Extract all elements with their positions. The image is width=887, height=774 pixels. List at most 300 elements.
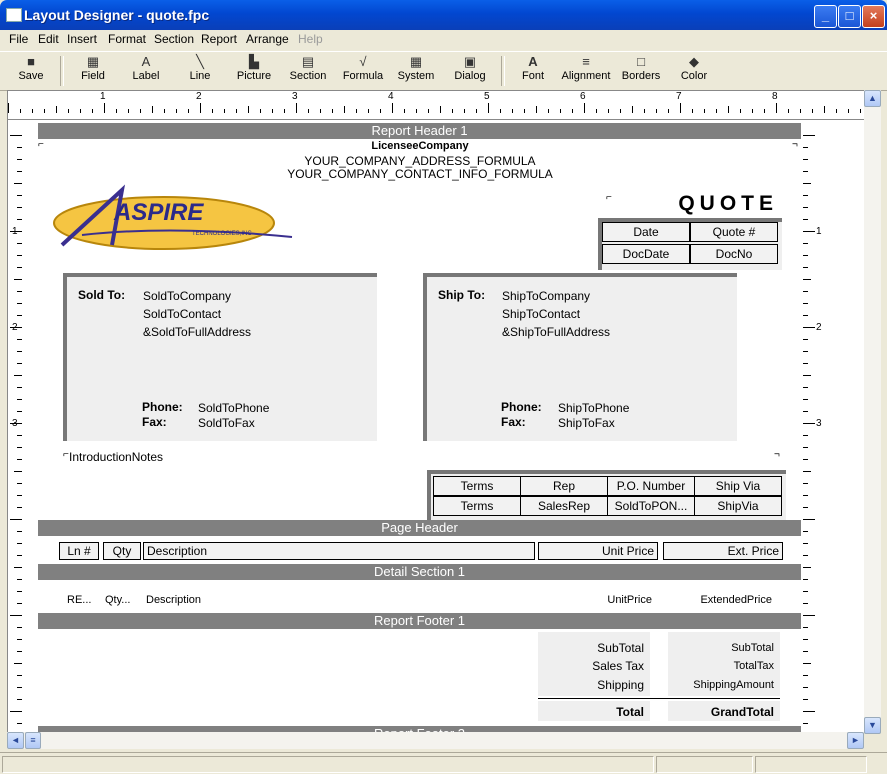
vruler-tick	[17, 687, 22, 688]
vruler-tick	[17, 339, 22, 340]
ruler-tick	[92, 109, 93, 113]
ruler-tick	[476, 109, 477, 113]
ruler-tick	[20, 109, 21, 113]
ruler-tick	[380, 109, 381, 113]
label-icon: A	[141, 54, 151, 69]
vruler-tick	[803, 471, 811, 472]
vruler-tick	[803, 519, 815, 520]
vruler-tick	[803, 171, 808, 172]
vruler-tick	[17, 495, 22, 496]
ruler-tick	[776, 103, 777, 113]
vruler-tick	[17, 315, 22, 316]
ruler-tick	[740, 109, 741, 113]
vruler-tick	[803, 327, 815, 328]
vruler-tick	[803, 675, 808, 676]
vruler-tick	[17, 159, 22, 160]
quote-number-label[interactable]: Quote #	[690, 222, 778, 242]
ruler-tick	[260, 109, 261, 113]
ruler-tick	[224, 109, 225, 113]
ruler-tick	[620, 109, 621, 113]
ruler-tick	[152, 106, 153, 113]
vruler-tick	[14, 663, 22, 664]
shipping-amount-field[interactable]: ShippingAmount	[693, 679, 774, 691]
vruler-tick	[17, 531, 22, 532]
toolbar	[0, 51, 887, 91]
vertical-scrollbar[interactable]	[864, 90, 881, 732]
ruler-tick	[452, 109, 453, 113]
logo-subtext: TECHNOLOGIES,INC	[192, 231, 252, 237]
ruler-number: 5	[484, 91, 490, 102]
paint-bucket-icon: ◆	[689, 54, 699, 69]
field-button[interactable]: ▦ Field	[81, 54, 105, 82]
ruler-tick	[692, 109, 693, 113]
ruler-number: 1	[100, 91, 106, 102]
ruler-tick	[176, 109, 177, 113]
status-panel	[755, 756, 867, 773]
vruler-tick	[803, 207, 808, 208]
ruler-tick	[536, 106, 537, 113]
ruler-tick	[812, 109, 813, 113]
company-logo[interactable]	[52, 185, 302, 255]
vruler-tick	[17, 207, 22, 208]
ruler-tick	[296, 103, 297, 113]
vruler-tick	[17, 171, 22, 172]
vruler-tick	[17, 723, 22, 724]
label-button[interactable]: A Label	[132, 54, 160, 82]
system-button[interactable]: ▦ System	[397, 54, 435, 82]
status-panel	[2, 756, 654, 773]
vruler-tick	[803, 267, 808, 268]
unit-price-header[interactable]: Unit Price	[538, 542, 658, 560]
company-contact-field[interactable]: YOUR_COMPANY_CONTACT_INFO_FORMULA	[287, 167, 553, 181]
vruler-tick	[803, 243, 808, 244]
menu-arrange[interactable]: Arrange	[246, 32, 289, 46]
ruler-number: 8	[772, 91, 778, 102]
vruler-tick	[17, 291, 22, 292]
vruler-tick	[803, 399, 808, 400]
doc-date-field[interactable]: DocDate	[602, 244, 690, 264]
system-icon: ▦	[409, 54, 423, 69]
formula-icon: √	[359, 54, 367, 69]
vruler-tick	[17, 147, 22, 148]
vruler-tick	[803, 291, 808, 292]
ruler-tick	[212, 109, 213, 113]
vruler-tick	[17, 591, 22, 592]
ruler-tick	[572, 109, 573, 113]
menu-insert[interactable]: Insert	[67, 32, 98, 46]
ruler-number: 6	[580, 91, 586, 102]
toolbar-separator	[501, 56, 505, 86]
alignment-button[interactable]: ≡ Alignment	[561, 54, 611, 82]
ruler-tick	[668, 109, 669, 113]
ruler-tick	[608, 109, 609, 113]
vruler-tick	[17, 243, 22, 244]
vruler-tick	[17, 447, 22, 448]
ruler-tick	[8, 103, 9, 113]
ship-via-header[interactable]: Ship Via	[694, 476, 782, 496]
vruler-tick	[803, 315, 808, 316]
vruler-tick	[803, 363, 808, 364]
sold-to-fax-label[interactable]: Fax:	[142, 415, 167, 429]
description-field[interactable]: Description	[146, 594, 202, 606]
scroll-right-button[interactable]: ►	[847, 732, 864, 749]
dialog-button[interactable]: ▣ Dialog	[454, 54, 486, 82]
field-grid-icon: ▦	[86, 54, 100, 69]
ship-to-phone-label[interactable]: Phone:	[501, 400, 542, 414]
alignment-icon: ≡	[582, 54, 590, 69]
ruler-tick	[140, 109, 141, 113]
ship-to-contact-field[interactable]: ShipToContact	[502, 307, 581, 321]
ruler-tick	[344, 106, 345, 113]
ruler-tick	[440, 106, 441, 113]
vruler-tick	[17, 507, 22, 508]
vruler-tick	[803, 567, 811, 568]
vruler-tick	[17, 399, 22, 400]
ruler-tick	[284, 109, 285, 113]
vruler-tick	[803, 507, 808, 508]
vruler-tick	[803, 627, 808, 628]
sold-to-fax-field[interactable]: SoldToFax	[198, 416, 255, 430]
vruler-tick	[803, 483, 808, 484]
vruler-tick	[803, 543, 808, 544]
subtotal-field[interactable]: SubTotal	[731, 642, 774, 654]
vruler-tick	[17, 303, 22, 304]
sold-to-address-field[interactable]: &SoldToFullAddress	[143, 325, 252, 339]
vruler-tick	[10, 519, 22, 520]
ruler-number: 2	[196, 91, 202, 102]
date-label[interactable]: Date	[602, 222, 690, 242]
vruler-tick	[14, 375, 22, 376]
scroll-left-button[interactable]: ◄	[7, 732, 24, 749]
vruler-tick	[803, 195, 808, 196]
vruler-tick	[803, 339, 808, 340]
ruler-tick	[272, 109, 273, 113]
total-label[interactable]: Total	[616, 705, 644, 719]
subtotal-label[interactable]: SubTotal	[597, 641, 644, 655]
ruler-tick	[644, 109, 645, 113]
band-report-header[interactable]: Report Header 1	[38, 123, 801, 139]
ruler-tick	[320, 109, 321, 113]
vruler-tick	[803, 255, 808, 256]
terms-header[interactable]: Terms	[433, 476, 521, 496]
ln-field[interactable]: RE...	[67, 594, 92, 606]
ruler-tick	[788, 109, 789, 113]
toolbar-separator	[60, 56, 64, 86]
ruler-tick	[596, 109, 597, 113]
ruler-tick	[752, 109, 753, 113]
ship-to-label[interactable]: Ship To:	[438, 288, 486, 302]
vruler-tick	[803, 435, 808, 436]
ruler-tick	[80, 109, 81, 113]
vruler-number: 3	[816, 418, 822, 429]
handle: ⌐	[63, 449, 69, 460]
ruler-tick	[404, 109, 405, 113]
menu-format[interactable]: Format	[108, 32, 147, 46]
title-bar[interactable]	[0, 0, 887, 30]
vruler-tick	[14, 183, 22, 184]
vruler-tick	[803, 699, 808, 700]
section-icon: ▤	[301, 54, 315, 69]
vruler-tick	[803, 351, 808, 352]
vruler-tick	[17, 543, 22, 544]
sales-rep-field[interactable]: SalesRep	[520, 496, 608, 516]
vruler-tick	[17, 627, 22, 628]
vruler-tick	[17, 699, 22, 700]
vruler-tick	[803, 615, 815, 616]
vruler-tick	[803, 651, 808, 652]
vruler-tick	[803, 423, 815, 424]
vruler-tick	[17, 651, 22, 652]
shipping-label[interactable]: Shipping	[597, 678, 644, 692]
vruler-tick	[803, 147, 808, 148]
floppy-icon: ■	[27, 54, 35, 69]
menu-edit[interactable]: Edit	[38, 32, 59, 46]
vruler-number: 3	[12, 418, 18, 429]
ruler-tick	[116, 109, 117, 113]
ruler-tick	[188, 109, 189, 113]
vruler-tick	[803, 279, 811, 280]
handle: ⌐	[38, 139, 44, 150]
vruler-number: 1	[816, 226, 822, 237]
ruler-tick	[164, 109, 165, 113]
po-number-header[interactable]: P.O. Number	[607, 476, 695, 496]
ruler-tick	[488, 103, 489, 113]
ruler-tick	[392, 103, 393, 113]
vruler-tick	[10, 615, 22, 616]
vruler-tick	[17, 555, 22, 556]
vruler-tick	[803, 375, 811, 376]
quote-title[interactable]: QUOTE	[678, 192, 778, 215]
ruler-tick	[764, 109, 765, 113]
ruler-tick	[548, 109, 549, 113]
status-panel	[656, 756, 753, 773]
vruler-number: 1	[12, 226, 18, 237]
vruler-tick	[803, 495, 808, 496]
ruler-number: 4	[388, 91, 394, 102]
font-button[interactable]: A Font	[521, 54, 544, 82]
ruler-tick	[656, 109, 657, 113]
ruler-tick	[728, 106, 729, 113]
logo-text: ASPIRE	[114, 199, 204, 226]
ruler-tick	[824, 106, 825, 113]
vruler-tick	[17, 459, 22, 460]
band-detail[interactable]: Detail Section 1	[38, 564, 801, 580]
ruler-tick	[236, 109, 237, 113]
vruler-tick	[14, 471, 22, 472]
vruler-tick	[17, 411, 22, 412]
extended-price-field[interactable]: ExtendedPrice	[700, 594, 772, 606]
ruler-tick	[704, 109, 705, 113]
save-button[interactable]: ■ Save	[18, 54, 44, 82]
vruler-tick	[10, 711, 22, 712]
ext-price-header[interactable]: Ext. Price	[663, 542, 783, 560]
vruler-tick	[803, 447, 808, 448]
ruler-tick	[584, 103, 585, 113]
vruler-tick	[803, 159, 808, 160]
menu-help[interactable]: Help	[298, 32, 323, 46]
line-icon: ╲	[196, 54, 204, 69]
vruler-tick	[14, 279, 22, 280]
handle: ⌐	[606, 192, 612, 203]
vruler-tick	[803, 555, 808, 556]
section-button[interactable]: ▤ Section	[289, 54, 327, 82]
terms-field[interactable]: Terms	[433, 496, 521, 516]
vruler-tick	[803, 711, 815, 712]
borders-button[interactable]: □ Borders	[621, 54, 661, 82]
color-button[interactable]: ◆ Color	[680, 54, 708, 82]
vruler-tick	[10, 135, 22, 136]
vruler-tick	[17, 483, 22, 484]
handle: ¬	[792, 139, 798, 150]
dialog-icon: ▣	[463, 54, 477, 69]
ruler-tick	[104, 103, 105, 113]
picture-button[interactable]: ▙ Picture	[236, 54, 272, 82]
vruler-tick	[17, 363, 22, 364]
company-address-field[interactable]: YOUR_COMPANY_ADDRESS_FORMULA	[304, 154, 536, 168]
vruler-tick	[17, 351, 22, 352]
unit-price-field[interactable]: UnitPrice	[607, 594, 652, 606]
ruler-tick	[500, 109, 501, 113]
total-tax-field[interactable]: TotalTax	[733, 660, 774, 672]
vruler-tick	[803, 579, 808, 580]
scroll-down-button[interactable]: ▼	[864, 717, 881, 734]
vruler-tick	[17, 267, 22, 268]
vruler-tick	[803, 531, 808, 532]
sold-to-company-field[interactable]: SoldToCompany	[143, 289, 232, 303]
horizontal-ruler[interactable]	[7, 90, 865, 120]
vruler-tick	[17, 195, 22, 196]
ship-via-field[interactable]: ShipVia	[694, 496, 782, 516]
scroll-up-button[interactable]: ▲	[864, 90, 881, 107]
menu-file[interactable]: File	[9, 32, 29, 46]
menu-bar	[0, 30, 887, 50]
ruler-tick	[416, 109, 417, 113]
vruler-tick	[17, 675, 22, 676]
ruler-tick	[524, 109, 525, 113]
handle: ¬	[774, 449, 780, 460]
vruler-tick	[803, 603, 808, 604]
ruler-tick	[428, 109, 429, 113]
ruler-tick	[836, 109, 837, 113]
ship-to-company-field[interactable]: ShipToCompany	[502, 289, 591, 303]
vruler-tick	[803, 231, 815, 232]
vruler-tick	[803, 459, 808, 460]
vruler-tick	[14, 567, 22, 568]
design-canvas[interactable]	[7, 120, 864, 732]
ruler-tick	[32, 109, 33, 113]
status-bar	[0, 752, 887, 774]
grand-total-field[interactable]: GrandTotal	[710, 705, 774, 719]
ruler-tick	[56, 106, 57, 113]
sold-to-phone-label[interactable]: Phone:	[142, 400, 183, 414]
company-name-field[interactable]: LicenseeCompany	[371, 140, 469, 152]
ruler-tick	[248, 106, 249, 113]
vruler-tick	[803, 591, 808, 592]
ruler-tick	[356, 109, 357, 113]
ruler-tick	[800, 109, 801, 113]
ruler-tick	[200, 103, 201, 113]
minimize-button[interactable]: _	[814, 5, 837, 28]
vruler-tick	[17, 603, 22, 604]
ruler-tick	[632, 106, 633, 113]
menu-report[interactable]: Report	[201, 32, 238, 46]
ruler-tick	[128, 109, 129, 113]
vruler-tick	[17, 639, 22, 640]
line-button[interactable]: ╲ Line	[189, 54, 211, 82]
ruler-tick	[464, 109, 465, 113]
picture-icon: ▙	[249, 54, 259, 69]
ruler-number: 3	[292, 91, 298, 102]
borders-icon: □	[637, 54, 645, 69]
po-number-field[interactable]: SoldToPON...	[607, 496, 695, 516]
font-icon: A	[528, 54, 538, 69]
ruler-tick	[680, 103, 681, 113]
vruler-tick	[803, 219, 808, 220]
ruler-tick	[560, 109, 561, 113]
total-divider	[538, 698, 780, 699]
vruler-tick	[803, 687, 808, 688]
sold-to-contact-field[interactable]: SoldToContact	[143, 307, 222, 321]
ruler-tick	[512, 109, 513, 113]
introduction-notes-field[interactable]: IntroductionNotes	[69, 450, 164, 464]
vruler-tick	[803, 183, 811, 184]
vruler-tick	[803, 663, 811, 664]
close-button[interactable]: ×	[862, 5, 885, 28]
qty-header[interactable]: Qty	[103, 542, 141, 560]
sold-to-phone-field[interactable]: SoldToPhone	[198, 401, 270, 415]
vruler-tick	[17, 219, 22, 220]
vruler-tick	[803, 411, 808, 412]
menu-section[interactable]: Section	[154, 32, 195, 46]
scroll-thumb[interactable]: ≡	[25, 732, 41, 749]
vruler-tick	[803, 387, 808, 388]
vruler-tick	[803, 303, 808, 304]
sold-to-label[interactable]: Sold To:	[78, 288, 126, 302]
vruler-tick	[803, 639, 808, 640]
vruler-tick	[803, 723, 808, 724]
description-header[interactable]: Description	[143, 542, 535, 560]
vruler-tick	[17, 255, 22, 256]
maximize-button[interactable]: □	[838, 5, 861, 28]
ruler-tick	[332, 109, 333, 113]
qty-field[interactable]: Qty...	[105, 594, 131, 606]
band-report-footer[interactable]: Report Footer 1	[38, 613, 801, 629]
ship-to-fax-label[interactable]: Fax:	[501, 415, 526, 429]
ship-to-address-field[interactable]: &ShipToFullAddress	[502, 325, 611, 339]
window-title: Layout Designer - quote.fpc	[24, 7, 210, 23]
ruler-number: 7	[676, 91, 682, 102]
doc-no-field[interactable]: DocNo	[690, 244, 778, 264]
band-page-header[interactable]: Page Header	[38, 520, 801, 536]
app-icon[interactable]	[6, 8, 22, 22]
ruler-tick	[308, 109, 309, 113]
vruler-number: 2	[816, 322, 822, 333]
ship-to-phone-field[interactable]: ShipToPhone	[558, 401, 630, 415]
ruler-tick	[860, 109, 861, 113]
sales-tax-label[interactable]: Sales Tax	[592, 659, 644, 673]
ruler-tick	[716, 109, 717, 113]
ln-header[interactable]: Ln #	[59, 542, 99, 560]
horizontal-scrollbar[interactable]	[7, 732, 864, 749]
ruler-tick	[368, 109, 369, 113]
rep-header[interactable]: Rep	[520, 476, 608, 496]
ruler-tick	[848, 109, 849, 113]
formula-button[interactable]: √ Formula	[342, 54, 384, 82]
ship-to-fax-field[interactable]: ShipToFax	[558, 416, 615, 430]
vruler-tick	[17, 435, 22, 436]
vruler-tick	[17, 579, 22, 580]
vruler-tick	[803, 135, 815, 136]
